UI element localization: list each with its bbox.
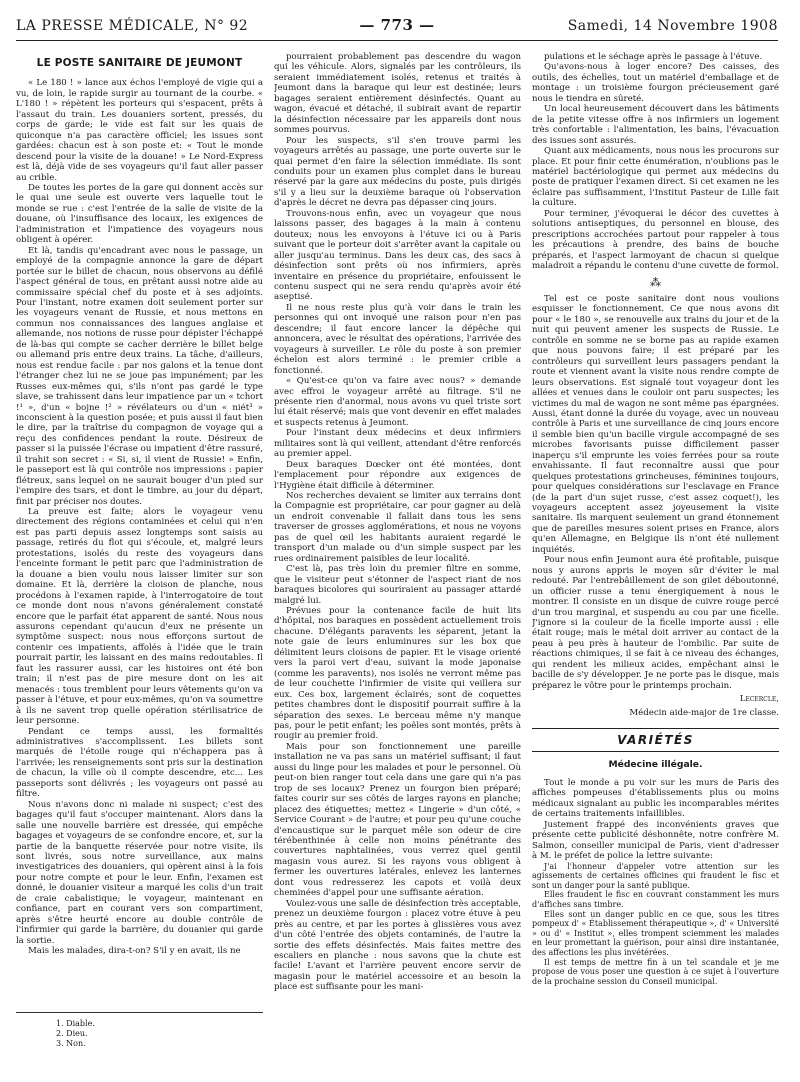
paragraph: Prévues pour la contenance facile de huit lits d'hôpital, nos baraques en possèdent actuellement trois chacune. D'élégants paravents les séparent, jetant la note gaie de leurs enluminures sur les box que délimitent leurs cloisons de papier. Et le visage orienté vers la paroi vert d'eau, suivant la mode japonaise (comme les paravents), nos isolés ne verront même pas de leur couchette l'infirmier de visite qui veillera sur eux. Ces box, largement éclairés, sont de coquettes petites chambres dont le dispositif pourrait suffire à la séparation des sexes. Le berceau même n'y manque pas, pour le petit enfant; les poêles sont montés, prêts à rougir au premier froid.: [274, 606, 521, 742]
running-header: [16, 14, 778, 41]
page-number: — 773 —: [359, 16, 435, 34]
paragraph: Pour les suspects, s'il s'en trouve parmi les voyageurs arrêtés au passage, une porte ouverte sur le quai permet d'en faire la sélection immédiate. Ils sont conduits pour un examen plus complet dans le bureau réservé par la gare aux médecins du poste, puis dirigés s'il y a lieu sur la deuxième baraque où l'observation d'après le décret ne devra pas dépasser cinq jours.: [274, 135, 521, 209]
author-title: Médecin aide-major de 1re classe.: [629, 707, 779, 718]
journal-name: LA PRESSE MÉDICALE, N° 92: [16, 18, 249, 34]
paragraph: Justement frappé des inconvénients graves que présente cette publicité déshonnête, notre confrère M. Salmon, conseiller municipal de Paris, vient d'adresser à M. le préfet de police la lettre suivante:: [532, 819, 779, 862]
paragraph: Nous n'avons donc ni malade ni suspect; c'est des bagages qu'il faut s'occuper maintenant. Alors dans la salle une nouvelle barrière est dressée, qui empêche bagages et voyageurs de se confondre encore, et, sur la partie de la banquette réservée pour notre visite, ils sont livrés, sous notre surveillance, aux mains investigatrices des douaniers, qui opèrent ainsi à la fois pour notre compte et pour le leur. Enfin, l'examen est donné, le douanier visiteur a marqué les colis d'un trait de craie cabalistique; le voyageur, maintenant en confiance, part en courant vers son compartiment, après s'être heurté encore au double contrôle de l'infirmier qui garde la barrière, du douanier qui garde la sortie.: [16, 799, 263, 946]
varietes-letter: [532, 862, 779, 987]
paragraph: La preuve est faite; alors le voyageur venu directement des régions contaminées et celui qui n'en est pas parti depuis assez longtemps sont saisis au passage, retirés du flot qui s'écoule, et, malgré leurs protestations, isolés du reste des voyageurs dans l'enceinte formant le petit parc que l'administration de la douane a bien voulu nous laisser limiter sur son domaine. Et là, derrière la cloison de planche, nous procédons à l'examen rapide, à l'interrogatoire de tout ce monde dont nous n'avons généralement constaté encore que le parfait état apparent de santé. Nous nous assurons cependant qu'aucun d'eux ne présente un symptôme suspect: nous nous efforçons surtout de contenir ces impatients, affolés à l'idée que le train pourrait partir, les laissant en des mains redoutables. Il faut les rassurer aussi, car les histoires ont été bon train; il n'est pas de pire mesure dont on les ait menacés : tous tremblent pour leurs vêtements qu'on va passer à l'étuve, et pour eux-mêmes, qu'on va soumettre à ils ne savent trop quelle opération stérilisatrice de leur personne.: [16, 507, 263, 727]
varietes-body: [532, 778, 779, 862]
article-title: LE POSTE SANITAIRE DE JEUMONT: [36, 57, 243, 69]
paragraph: Elles sont un danger public en ce que, sous les titres pompeux d' « Établissement thérapeutique », d' « Université » ou d' « Institut », elles trompent sciemment les malades en leur promettant la guérison, pour ainsi dire instantanée, des affections les plus invétérées.: [532, 909, 779, 957]
paragraph: « Qu'est-ce qu'on va faire avec nous? » demande avec effroi le voyageur arrêté au filtrage. S'il ne présente rien d'anormal, nous avons vu quel triste sort lui était réservé; mais que vont devenir en effet malades et suspects retenus à Jeumont.: [274, 376, 521, 428]
footnote: 2. Dieu.: [56, 1029, 88, 1038]
paragraph: Pour terminer, j'évoquerai le décor des cuvettes à solutions antiseptiques, du personnel en blouse, des prescriptions accrochées partout pour rappeler à tous les précautions à prendre, des bains de bouche préparés, et l'aspect larmoyant de chacun si quelque maladroit a répandu le contenu d'une cuvette de formol.: [532, 208, 779, 272]
footnotes: [16, 1012, 263, 1049]
paragraph: Mais pour son fonctionnement une pareille installation ne va pas sans un matériel suffisant; il faut aussi du linge pour les malades et pour le personnel. Où peut-on bien ranger tout cela dans une gare qui n'a pas trop de ses locaux? Prenez un fourgon bien préparé; faites courir sur ses côtés de larges rayons en planche; placez des étiquettes; mettez « Lingerie » d'un côté, « Service Courant » de l'autre; et pour peu qu'une couche d'encaustique sur le parquet mêle son odeur de cire térébenthinée à celle non moins pénétrante des couvertures naphtalinées, vous verrez quel gentil magasin vous aurez. Si les rayons vous obligent à fermer les ouvertures latérales, enlevez les lanternes dont vous redresserez les capots et voilà deux cheminées d'appel pour une suffisante aération.: [274, 741, 521, 899]
paragraph: Il est temps de mettre fin à un tel scandale et je me propose de vous poser une question à ce sujet à l'ouverture de la prochaine session du Conseil municipal.: [532, 957, 779, 986]
paragraph: Tout le monde a pu voir sur les murs de Paris des affiches pompeuses d'établissements plus ou moins médicaux signalant au public les incomparables mérites de certains traitements infaillibles.: [532, 778, 779, 820]
author-name: Lecercle,: [739, 694, 779, 705]
varietes-subtitle: Médecine illégale.: [608, 758, 703, 770]
paragraph: Pour nous enfin Jeumont aura été profitable, puisque nous y aurons appris le moyen sûr d'éviter le mal redouté. Par l'entrebâillement de son gilet déboutonné, un officier russe a tenu énergiquement à nous le montrer. Il consiste en un disque de cuivre rouge percé d'un trou marginal, et suspendu au cou par une ficelle. J'ignore si la couleur de la ficelle importe aussi : elle était rouge; mais le métal doit arriver au contact de la peau à peu près à hauteur de l'ombilic. Par suite de réactions chimiques, il se fait à ce niveau des échanges, qui rendent les milieux acides, empêchant ainsi le bacille de s'y développer. Je ne porte pas le disque, mais préparez le vôtre pour le printemps prochain.: [532, 555, 779, 691]
column-3-body-b: [532, 294, 779, 691]
section-divider-stars: ⁂: [650, 275, 661, 289]
issue-date: Samedi, 14 Novembre 1908: [567, 18, 778, 34]
column-3-body-a: [532, 52, 779, 272]
paragraph: Quant aux médicaments, nous nous les procurons sur place. Et pour finir cette énumération, n'oublions pas le matériel bactériologique qui permet aux médecins du poste de pratiquer l'examen direct. Si cet examen ne les éclaire pas suffisamment, l'Institut Pasteur de Lille fait la culture.: [532, 146, 779, 209]
column-1: [16, 52, 263, 1012]
column-3: [532, 52, 779, 1064]
column-2-body: [274, 52, 521, 993]
paragraph: Pour l'instant deux médecins et deux infirmiers militaires sont là qui veillent, attendant d'être renforcés au premier appel.: [274, 428, 521, 460]
paragraph: Deux baraques Dœcker ont été montées, dont l'emplacement pour répondre aux exigences de l'Hygiène était difficile à déterminer.: [274, 459, 521, 491]
paragraph: « Le 180 ! » lance aux échos l'employé de vigie qui a vu, de loin, le rapide surgir au tournant de la courbe. « L'180 ! » répètent les porteurs qui s'espacent, prêts à l'assaut du train. Les douaniers sortent, pressés, du corps de garde; le vide est fait sur les quais de quiconque n'a pas caractère officiel; les issues sont gardées: chacun est à son poste et: « Tout le monde descend pour la visite de la douane! » Le Nord-Express est là, déjà vide de ses voyageurs qu'il faut aller passer au crible.: [16, 78, 263, 183]
paragraph: Elles fraudent le fisc en couvrant constamment les murs d'affiches sans timbre.: [532, 890, 779, 909]
paragraph: Pendant ce temps aussi, les formalités administratives s'accomplissent. Les billets sont marqués de l'étoile rouge qui n'échappera pas à l'arrivée; les renseignements sont pris sur la destination de chacun, la ville où il compte descendre, etc... Les passeports sont délivrés ; les voyageurs ont passé au filtre.: [16, 726, 263, 800]
paragraph: Trouvons-nous enfin, avec un voyageur que nous laissons passer, des bagages à la main à contenu douteux; nous les envoyons à l'étuve ici ou à Paris suivant que le porteur doit s'arrêter avant la capitale ou aller jusqu'au terminus. Dans les deux cas, des sacs à désinfection sont prêts où nos infirmiers, après inventaire en présence du propriétaire, enfouissent le contenu suspect qui ne sera rendu qu'après avoir été aseptisé.: [274, 208, 521, 303]
paragraph: Mais les malades, dira-t-on? S'il y en avait, ils ne: [28, 946, 241, 957]
paragraph: J'ai l'honneur d'appeler votre attention sur les agissements de certaines officines qui fraudent le fisc et sont un danger pour la santé publique.: [532, 861, 779, 890]
paragraph: Un local heureusement découvert dans les bâtiments de la petite vitesse offre à nos infirmiers un logement très confortable : l'alimentation, les bains, l'évacuation des issues sont assurés.: [532, 104, 779, 146]
paragraph: Voulez-vous une salle de désinfection très acceptable, prenez un deuxième fourgon : placez votre étuve à peu près au centre, et par les portes à glissières vous avez d'un côté l'entrée des objets contaminés, de l'autre la sortie des effets désinfectés. Mais faites mettre des escaliers en planche : nous savons que la chute est facile! L'avant et l'arrière peuvent encore servir de magasin pour le matériel accessoire et au besoin la place est suffisante pour les mani-: [274, 898, 521, 993]
footnote: 3. Non.: [56, 1039, 86, 1048]
column-2: [274, 52, 521, 1064]
column-1-body: [16, 78, 263, 956]
paragraph: Et là, tandis qu'encadrant avec nous le passage, un employé de la compagnie annonce la gare de départ portée sur le billet de chacun, nous observons au défilé l'aspect général de tous, en prêtant aussi notre aide au commissaire spécial chef du poste et à ses adjoints. Pour l'instant, notre examen doit seulement porter sur les voyageurs venant de Russie, et nous mettons en commun nos connaissances des langues anglaise et allemande, nos notions de russe pour dépister l'échappé de là-bas qui compte se cacher derrière le billet belge ou allemand pris entre deux trains. La tâche, d'ailleurs, nous est rendue facile : par nos galons et la tenue dont l'étranger chez lui ne se joue pas impunément; par les Russes eux-mêmes qui, s'ils n'ont pas gardé le type slave, se trahissent dans leur impatience par un « tchort !¹ », d'un « bojne !² » révélateurs ou d'un « niét³ » inconscient à la question posée; et puis aussi il faut bien le dire, par la traîtrise du compagnon de voyage qui a reçu des confidences pendant la route. Désireux de passer si la puissée l'écrase ou impatient d'être rassuré, il trahit son secret : « Si, si, il vient de Russie! » Enfin, le passeport est là qui contrôle nos impressions : papier flétreux, sans lequel on ne saurait bouger d'un pied sur l'empire des tsars, et dont le timbre, au jour du départ, finit par préciser nos doutes.: [16, 245, 263, 507]
paragraph: Qu'avons-nous à loger encore? Des caisses, des outils, des échelles, tout un matériel d'emballage et de montage : un troisième fourgon précieusement garé nous le tiendra en sûreté.: [532, 62, 779, 104]
paragraph: pulations et le séchage après le passage à l'étuve.: [544, 52, 763, 62]
paragraph: C'est là, pas très loin du premier filtre en somme, que le visiteur peut s'étonner de l'aspect riant de nos baraques bicolores qui souriraient au passager attardé malgré lui.: [274, 564, 521, 606]
paragraph: Nos recherches devaient se limiter aux terrains dont la Compagnie est propriétaire, car pour gagner au delà un endroit convenable il fallait dans tous les sens traverser de grosses agglomérations, et nous ne voyons pas de quel œil les habitants auraient regardé le transport d'un malade ou d'un simple suspect par les rues ordinairement paisibles de leur localité.: [274, 491, 521, 564]
paragraph: Il ne nous reste plus qu'à voir dans le train les personnes qui ont invoqué une raison pour n'en pas descendre; il faut encore lancer la dépêche qui annoncera, avec le résultat des opérations, l'arrivée des voyageurs à surveiller. Le rôle du poste à son premier échelon est alors terminé : le premier crible a fonctionné.: [274, 302, 521, 376]
varietes-section-heading: VARIÉTÉS: [532, 728, 779, 751]
paragraph: De toutes les portes de la gare qui donnent accès sur le quai une seule est ouverte vers laquelle tout le monde se rue : c'est l'entrée de la salle de visite de la douane, où l'insuffisance des locaux, les exigences de l'administration et l'impatience des voyageurs nous obligent à opérer.: [16, 182, 263, 246]
paragraph: Tel est ce poste sanitaire dont nous voulions esquisser le fonctionnement. Ce que nous avons dit pour « le 180 », se renouvelle aux trains du jour et de la nuit qui peuvent amener les suspects de Russie. Le contrôle en somme ne se borne pas au rapide examen que nous pouvons faire; il est préparé par les contrôleurs qui surveillent leurs passagers pendant la route et viennent avant la visite nous rendre compte de leurs observations. Est signalé tout voyageur dont les allées et venues dans le couloir ont paru suspectes; les victimes du mal de wagon ne sont même pas épargnées. Aussi, étant donné la durée du voyage, avec un nouveau contrôle à Paris et une surveillance de cinq jours encore il semble bien qu'un bacille virgule accompagné de ses microbes favorisants puisse difficilement passer inaperçu s'il emprunte les voies ferrées pour sa route envahissante. Il faut reconnaître aussi que pour quelques protestations grincheuses, féminines toujours, pour quelques considérations sur l'esclavage en France (de la part d'un sujet russe, c'est assez coquet!), les voyageurs acceptent assez joyeusement la visite sanitaire. Ils marquent seulement un grand étonnement que de pareilles mesures soient prises en France, alors qu'en Allemagne, en Belgique ils n'ont été nullement inquiétés.: [532, 293, 779, 555]
paragraph: pourraient probablement pas descendre du wagon qui les véhicule. Alors, signalés par les contrôleurs, ils seraient immédiatement isolés, retenus et traités à Jeumont dans la baraque qui leur est destinée; leurs bagages seraient entièrement désinfectés. Quant au wagon, évacué et détaché, il subirait avant de repartir la désinfection nécessaire par les appareils dont nous sommes pourvus.: [274, 52, 521, 136]
footnote: 1. Diable.: [56, 1019, 95, 1028]
